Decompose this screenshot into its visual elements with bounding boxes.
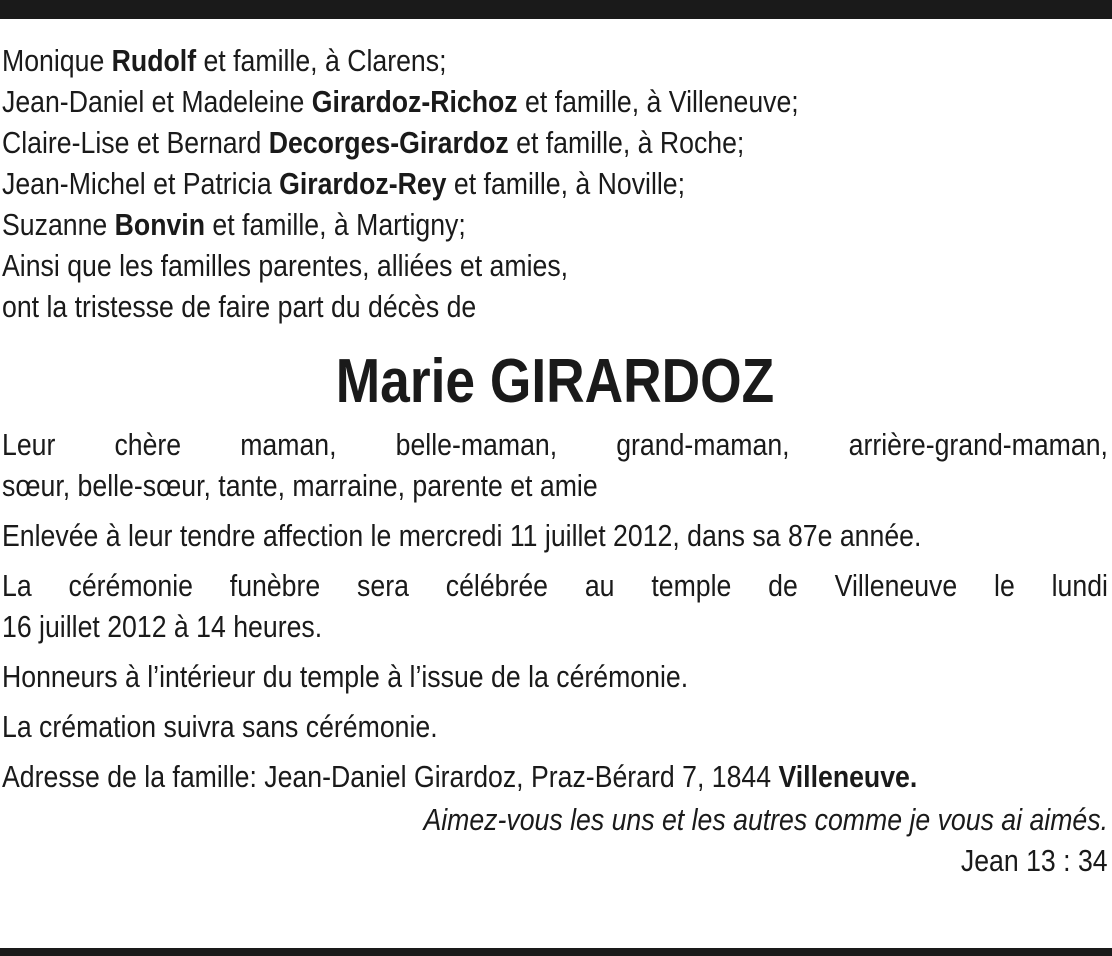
- verse-reference: Jean 13 : 34: [961, 843, 1108, 878]
- relation-line: sœur, belle-sœur, tante, marraine, parente et amie: [2, 468, 598, 503]
- family-line: Jean-Michel et Patricia Girardoz-Rey et famille, à Noville;: [2, 166, 686, 201]
- deceased-name: Marie GIRARDOZ: [335, 347, 775, 416]
- family-line: Monique Rudolf et famille, à Clarens;: [2, 43, 447, 78]
- top-rule: [0, 0, 1112, 19]
- ceremony-line: 16 juillet 2012 à 14 heures.: [2, 609, 323, 644]
- family-surname: Girardoz-Rey: [279, 166, 447, 201]
- intro-line: Ainsi que les familles parentes, alliées et amies,: [2, 248, 569, 283]
- bottom-rule: [0, 948, 1112, 956]
- family-surname: Bonvin: [114, 207, 206, 242]
- family-surname: Rudolf: [111, 43, 197, 78]
- ceremony-line: La cérémonie funèbre sera célébrée au temple de Villeneuve le lundi: [2, 568, 1108, 603]
- family-address: Adresse de la famille: Jean-Daniel Girardoz, Praz-Bérard 7, 1844 Villeneuve.: [2, 759, 918, 794]
- relation-line: Leur chère maman, belle-maman, grand-maman, arrière-grand-maman,: [2, 427, 1108, 462]
- family-line: Jean-Daniel et Madeleine Girardoz-Richoz et famille, à Villeneuve;: [2, 84, 799, 119]
- obituary-notice: [2, 40, 1108, 881]
- family-surname: Girardoz-Richoz: [311, 84, 518, 119]
- intro-line: ont la tristesse de faire part du décès de: [2, 289, 477, 324]
- cremation-text: La crémation suivra sans cérémonie.: [2, 709, 438, 744]
- family-line: Suzanne Bonvin et famille, à Martigny;: [2, 207, 466, 242]
- date-of-death: Enlevée à leur tendre affection le mercredi 11 juillet 2012, dans sa 87e année.: [2, 518, 922, 553]
- address-city: Villeneuve.: [778, 759, 918, 794]
- family-surname: Decorges-Girardoz: [268, 125, 509, 160]
- bible-verse: Aimez-vous les uns et les autres comme je vous ai aimés.: [423, 802, 1108, 837]
- family-line: Claire-Lise et Bernard Decorges-Girardoz et famille, à Roche;: [2, 125, 745, 160]
- honours-text: Honneurs à l’intérieur du temple à l’issue de la cérémonie.: [2, 659, 689, 694]
